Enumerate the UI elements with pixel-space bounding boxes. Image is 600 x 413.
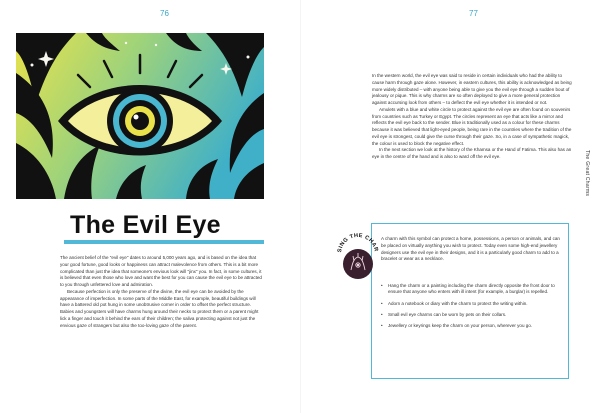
badge-label: SING THE CHAR [337, 232, 379, 253]
using-the-charm-badge [335, 228, 381, 284]
page-number-right: 77 [469, 9, 478, 18]
right-paragraph-1: In the western world, the evil eye was said to reside in certain individuals who had the ability to cause harm through gaze alone. However, in eastern cultures, this ability is acknowledged as being more widely distributed – with anyone being able to give you the evil eye through a sudden bout of jealousy or pique. This is why charms are so often deployed to give a more general protection against accursing look from others – to deflect the evil eye whether it is intended or not. [372, 73, 572, 105]
list-item: • Small evil eye charms can be worn by pets on their collars. [381, 312, 561, 318]
charm-intro-text: A charm with this symbol can protect a home, possessions, a person or animals, and can be placed on virtually anything you wish to protect. Today even some high-end jewellery designers use the evil eye in their designs, and it is a particularly good charm to add to a bracelet or wear as a necklace. [381, 236, 560, 262]
charm-uses-list [381, 283, 561, 334]
page-title: The Evil Eye [70, 211, 221, 239]
left-paragraph-1: The ancient belief of the "evil eye" dates to around 5,000 years ago, and is based on the idea that your good fortune, good looks or happiness can attract malevolence from others. This is a bit more complicated than just the idea that someone's envious look will "jinx" you. In fact, in some cultures, it is believed that even those who love and want the best for you can cause the evil eye to be attracted to you through unfettered love and admiration. [60, 255, 262, 287]
title-underline [64, 240, 264, 244]
book-spine [300, 0, 301, 413]
list-item: • Adorn a notebook or diary with the charm to protect the writing within. [381, 301, 561, 307]
list-item: • Hang the charm or a painting including the charm directly opposite the front door to ensure that anyone who enters with ill intent (for example, a burglar) is repelled. [381, 283, 561, 296]
list-item: • Jewellery or keyrings keep the charm on your person, wherever you go. [381, 323, 561, 329]
page-number-left: 76 [160, 9, 169, 18]
right-paragraph-2: Amulets with a blue and white circle to protect against the evil eye are often found on souvenirs from countries such as Turkey or Egypt. The circles represent an eye that acts like a mirror and reflects the evil eye back to the sender. Blue is traditionally used as a colour for these charms because it was believed that light-eyed people, being rare in the countries where the tradition of the evil eye is strongest, could give the curse through their gaze. So, in a case of sympathetic magick, the colour is used to block the negative effect. [372, 106, 572, 146]
left-paragraph-2: Because perfection is only the preserve of the divine, the evil eye can be avoided by the appearance of imperfection. In some parts of the Middle East, for example, beautiful buildings will have a battered old pot hung in some unobtrusive corner in order to offset the perfect structure. Babies and youngsters will have charms hung around their necks to protect them or a parent might lick a finger and touch it behind the ears of their children; the saliva protecting against not just the envious gaze of strangers but also the too-loving gaze of the parent. [60, 288, 259, 328]
running-section-label: The Great Charms [584, 150, 590, 197]
evil-eye-illustration-icon [16, 33, 264, 199]
right-paragraph-3: In the next section we look at the history of the Khamsa or the Hand of Fatima. This also has an eye in the centre of the hand and is also to ward off the evil eye. [372, 147, 572, 159]
left-body-text [60, 255, 265, 329]
right-body-text [372, 73, 572, 161]
